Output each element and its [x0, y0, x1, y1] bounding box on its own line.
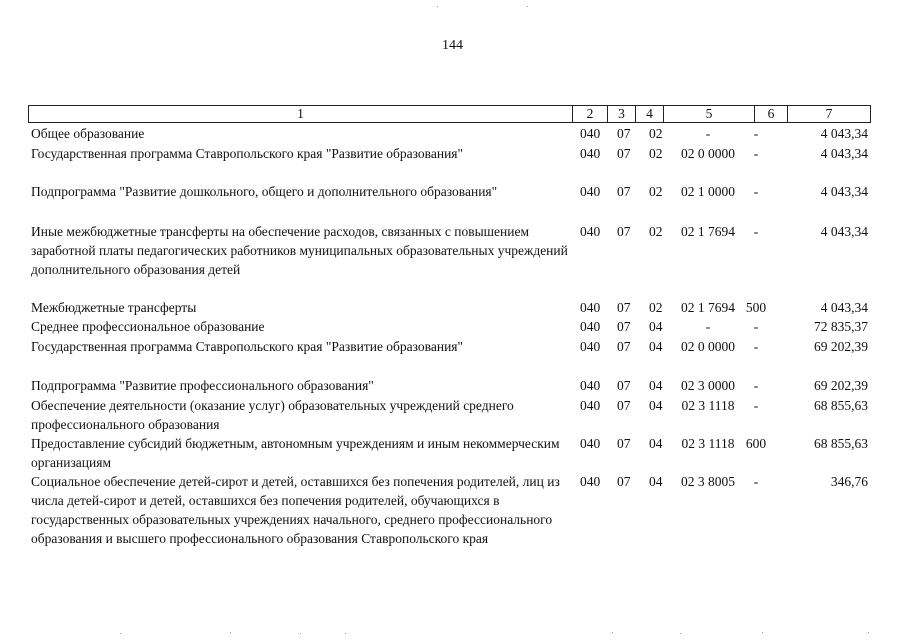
row-csr: 02 3 1118 — [681, 436, 735, 451]
row-podrazdel: 02 — [649, 184, 663, 199]
page-number: 144 — [442, 38, 463, 53]
row-podrazdel: 04 — [649, 319, 663, 334]
column-header-razdel: 3 — [608, 106, 636, 123]
row-csr: 02 3 1118 — [681, 398, 735, 413]
row-razdel: 07 — [617, 126, 631, 141]
row-vr: - — [753, 339, 759, 354]
row-vedomstvo: 040 — [580, 398, 601, 413]
row-podrazdel: 04 — [649, 339, 663, 354]
row-vr: - — [753, 378, 759, 393]
scan-speck — [680, 633, 681, 634]
row-vr: - — [753, 319, 759, 334]
row-podrazdel: 02 — [649, 300, 663, 315]
row-sum: 72 835,37 — [814, 319, 868, 334]
row-vedomstvo: 040 — [580, 436, 601, 451]
row-razdel: 07 — [617, 474, 631, 489]
row-razdel: 07 — [617, 398, 631, 413]
row-vedomstvo: 040 — [580, 184, 601, 199]
row-sum: 4 043,34 — [820, 126, 868, 141]
column-header-csr: 5 — [664, 106, 755, 123]
row-vr: - — [753, 474, 759, 489]
row-vedomstvo: 040 — [580, 474, 601, 489]
row-sum: 4 043,34 — [820, 184, 868, 199]
row-razdel: 07 — [617, 378, 631, 393]
row-sum: 4 043,34 — [820, 300, 868, 315]
scan-speck — [345, 633, 346, 634]
row-name: Среднее профессиональное образование — [31, 319, 265, 334]
row-vr: 500 — [745, 300, 767, 315]
column-header-vr: 6 — [755, 106, 788, 123]
row-podrazdel: 04 — [649, 398, 663, 413]
row-name: Государственная программа Ставропольского края "Развитие образования" — [31, 339, 464, 354]
row-csr: 02 1 7694 — [681, 224, 735, 239]
row-sum: 69 202,39 — [814, 339, 868, 354]
row-csr: 02 1 7694 — [681, 300, 735, 315]
row-vr: - — [753, 224, 759, 239]
row-podrazdel: 04 — [649, 436, 663, 451]
row-csr: 02 0 0000 — [681, 146, 735, 161]
row-podrazdel: 02 — [649, 126, 663, 141]
column-header-podrazdel: 4 — [636, 106, 664, 123]
row-name: Социальное обеспечение детей-сирот и детей, оставшихся без попечения родителей, лиц из числа детей-сирот и детей, оставшихся без попечения родителей, обучающихся в государственных образовательных учреждениях начального, среднего профессионального образования и высшего профессионального образования Ставропольского края — [31, 474, 560, 546]
scan-speck — [527, 6, 528, 7]
row-name: Предоставление субсидий бюджетным, автономным учреждениям и иным некоммерческим организациям — [31, 436, 560, 470]
scan-speck — [868, 632, 869, 633]
row-vedomstvo: 040 — [580, 319, 601, 334]
row-name: Межбюджетные трансферты — [31, 300, 197, 315]
row-podrazdel: 04 — [649, 378, 663, 393]
row-csr: - — [705, 319, 711, 334]
row-podrazdel: 02 — [649, 146, 663, 161]
row-name: Подпрограмма "Развитие профессионального образования" — [31, 378, 374, 393]
row-csr: 02 3 0000 — [681, 378, 735, 393]
row-vr: - — [753, 126, 759, 141]
row-razdel: 07 — [617, 146, 631, 161]
scan-speck — [230, 632, 231, 633]
row-razdel: 07 — [617, 224, 631, 239]
row-podrazdel: 04 — [649, 474, 663, 489]
row-vedomstvo: 040 — [580, 339, 601, 354]
row-razdel: 07 — [617, 339, 631, 354]
scan-speck — [437, 6, 438, 7]
row-vr: - — [753, 146, 759, 161]
row-csr: 02 1 0000 — [681, 184, 735, 199]
scan-speck — [120, 633, 121, 634]
row-vedomstvo: 040 — [580, 224, 601, 239]
row-sum: 346,76 — [830, 474, 868, 489]
scan-speck — [612, 632, 613, 633]
row-vr: - — [753, 398, 759, 413]
row-name: Обеспечение деятельности (оказание услуг) образовательных учреждений среднего профессионального образования — [31, 398, 514, 432]
row-sum: 4 043,34 — [820, 224, 868, 239]
column-header-vedomstvo: 2 — [573, 106, 608, 123]
row-podrazdel: 02 — [649, 224, 663, 239]
row-razdel: 07 — [617, 319, 631, 334]
row-sum: 69 202,39 — [814, 378, 868, 393]
row-vr: 600 — [745, 436, 767, 451]
row-name: Общее образование — [31, 126, 145, 141]
row-vedomstvo: 040 — [580, 126, 601, 141]
column-header-name: 1 — [29, 106, 573, 123]
row-sum: 4 043,34 — [820, 146, 868, 161]
column-header-sum: 7 — [788, 106, 871, 123]
row-name: Иные межбюджетные трансферты на обеспечение расходов, связанных с повышением заработной платы педагогических работников муниципальных образовательных учреждений дополнительного образования детей — [31, 224, 568, 277]
row-csr: 02 0 0000 — [681, 339, 735, 354]
row-vedomstvo: 040 — [580, 378, 601, 393]
row-csr: - — [705, 126, 711, 141]
row-csr: 02 3 8005 — [681, 474, 735, 489]
row-vedomstvo: 040 — [580, 146, 601, 161]
row-vedomstvo: 040 — [580, 300, 601, 315]
row-razdel: 07 — [617, 300, 631, 315]
scan-speck — [300, 633, 301, 634]
row-razdel: 07 — [617, 184, 631, 199]
row-sum: 68 855,63 — [814, 398, 868, 413]
row-razdel: 07 — [617, 436, 631, 451]
scan-speck — [762, 632, 763, 633]
row-name: Государственная программа Ставропольского края "Развитие образования" — [31, 146, 464, 161]
row-vr: - — [753, 184, 759, 199]
row-sum: 68 855,63 — [814, 436, 868, 451]
row-name: Подпрограмма "Развитие дошкольного, общего и дополнительного образования" — [31, 184, 498, 199]
